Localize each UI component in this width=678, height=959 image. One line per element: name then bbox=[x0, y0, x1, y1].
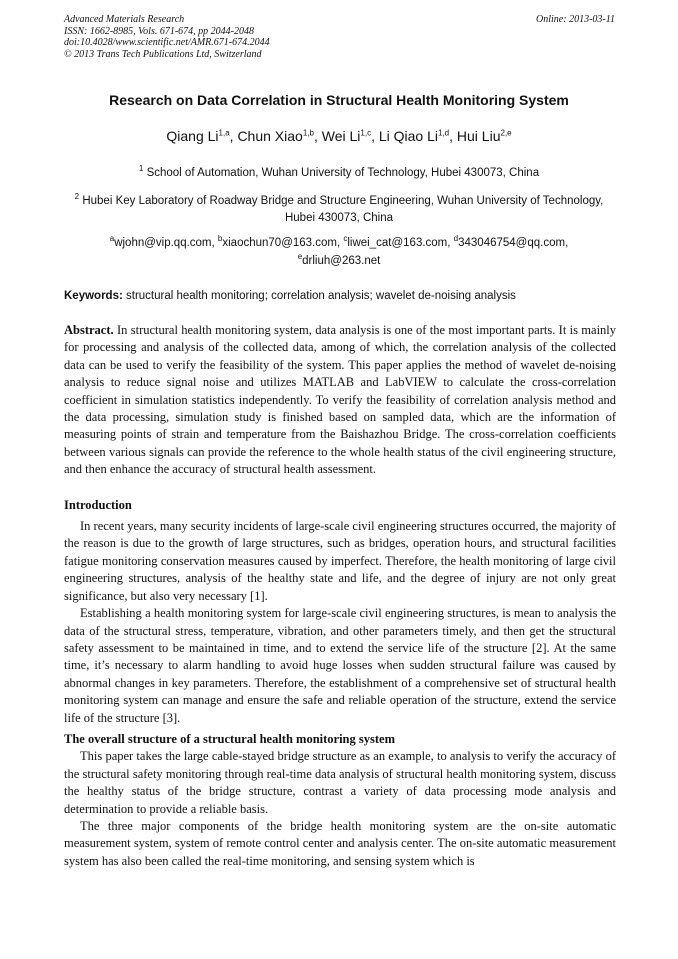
intro-paragraph-2: Establishing a health monitoring system for large-scale civil engineering structures, is mean to analysis the data of the structural stress, temperature, vibration, and other parameters timely, and then get the structural safety assessment to be maintained in time, and to extend the service life of the structure [2]. At the same time, it’s necessary to alarm handling to avoid huge losses when sudden structural failure was caused by abnormal changes in key parameters. Therefore, the establishment of a comprehensive set of structural health monitoring system can manage and ensure the safe and reliable operation of the structure, extend the service life of the structure [3]. bbox=[64, 606, 616, 725]
abstract-text: In structural health monitoring system, data analysis is one of the most important parts. It is mainly for processing and analysis of the collected data, among of which, the correlation analysis of the collected data can be used to verify the feasibility of the system. This paper applies the method of wavelet de-noising analysis to reduce signal noise and utilizes MATLAB and LabVIEW to calculate the cross-correlation coefficient in simulation statistics independently. To verify the feasibility of correlation analysis method and the data processing, simulation study is finished based on sampled data, which are the information of measuring points of strain and temperature from the Baishazhou Bridge. The cross-correlation coefficients between various signals can provide the reference to the whole health status of the civil engineering structure, and then enhance the accuracy of structural health assessment. bbox=[64, 323, 617, 477]
email-link[interactable]: $^a$wjohn@vip.qq.com, bbox=[109, 234, 218, 249]
email-list bbox=[70, 234, 608, 270]
keywords-label: Keywords: bbox=[64, 290, 123, 302]
section-heading-overall-structure: The overall structure of a structural health monitoring system bbox=[64, 731, 395, 746]
overall-paragraph-2: The three major components of the bridge health monitoring system are the on-site automatic measurement system, system of remote control center and analysis center. The on-site automatic measurement system has also been called the real-time monitoring, and sensing system which is bbox=[64, 818, 616, 868]
keywords-text: structural health monitoring; correlation analysis; wavelet de-noising analysis bbox=[126, 290, 516, 302]
intro-paragraph-1: In recent years, many security incidents of large-scale civil engineering structures occurred, the majority of the reason is due to the growth of large structures, such as bridges, operation hours, and structural facilities fatigue monitoring conservation measures caused by imperfect. Therefore, the health monitoring of large civil engineering structures, analysis of the healthy state and life, and the degree of injury are not only great significance, but also very necessary [1]. bbox=[64, 519, 616, 603]
affiliation-2: $^2$ Hubei Key Laboratory of Roadway Bridge and Structure Engineering, Wuhan University of Technology, Hubei 430073, China bbox=[74, 192, 604, 224]
affiliation-1: $^1$ School of Automation, Wuhan University of Technology, Hubei 430073, China bbox=[138, 164, 540, 179]
email-link[interactable]: $^b$xiaochun70@163.com, bbox=[217, 234, 344, 249]
email-link[interactable]: $^c$liwei_cat@163.com, bbox=[343, 234, 454, 249]
author: Qiang Li$^{1,a}$, bbox=[166, 128, 238, 144]
paper-title: Research on Data Correlation in Structural Health Monitoring System bbox=[109, 92, 569, 108]
abstract bbox=[64, 322, 616, 479]
author-list bbox=[40, 128, 638, 144]
author: Li Qiao Li$^{1,d}$, bbox=[378, 128, 457, 144]
author: Wei Li$^{1,c}$, bbox=[321, 128, 379, 144]
journal-header bbox=[64, 14, 270, 60]
issn-line: ISSN: 1662-8985, Vols. 671-674, pp 2044-2048 bbox=[64, 25, 254, 37]
doi-line: doi:10.4028/www.scientific.net/AMR.671-674.2044 bbox=[64, 37, 270, 48]
author: Chun Xiao$^{1,b}$, bbox=[237, 128, 322, 144]
paper-body bbox=[64, 322, 616, 870]
section-heading-introduction: Introduction bbox=[64, 497, 132, 512]
overall-paragraph-1: This paper takes the large cable-stayed bridge structure as an example, to analysis to verify the accuracy of the structural safety monitoring through real-time data analysis of structural health monitoring system, discuss the healthy status of the bridge structure, contrast a variety of data processing mode analysis and determination to provide a reliable basis. bbox=[64, 749, 616, 816]
email-link[interactable]: $^e$drliuh@263.net bbox=[297, 252, 381, 267]
copyright-line: © 2013 Trans Tech Publications Ltd, Switzerland bbox=[64, 48, 262, 60]
online-date: Online: 2013-03-11 bbox=[536, 14, 615, 25]
email-link[interactable]: $^d$343046754@qq.com, bbox=[453, 234, 569, 249]
author: Hui Liu$^{2,e}$ bbox=[456, 128, 512, 144]
keywords bbox=[64, 290, 616, 302]
journal-name: Advanced Materials Research bbox=[64, 14, 185, 25]
abstract-label: Abstract. bbox=[64, 323, 114, 337]
